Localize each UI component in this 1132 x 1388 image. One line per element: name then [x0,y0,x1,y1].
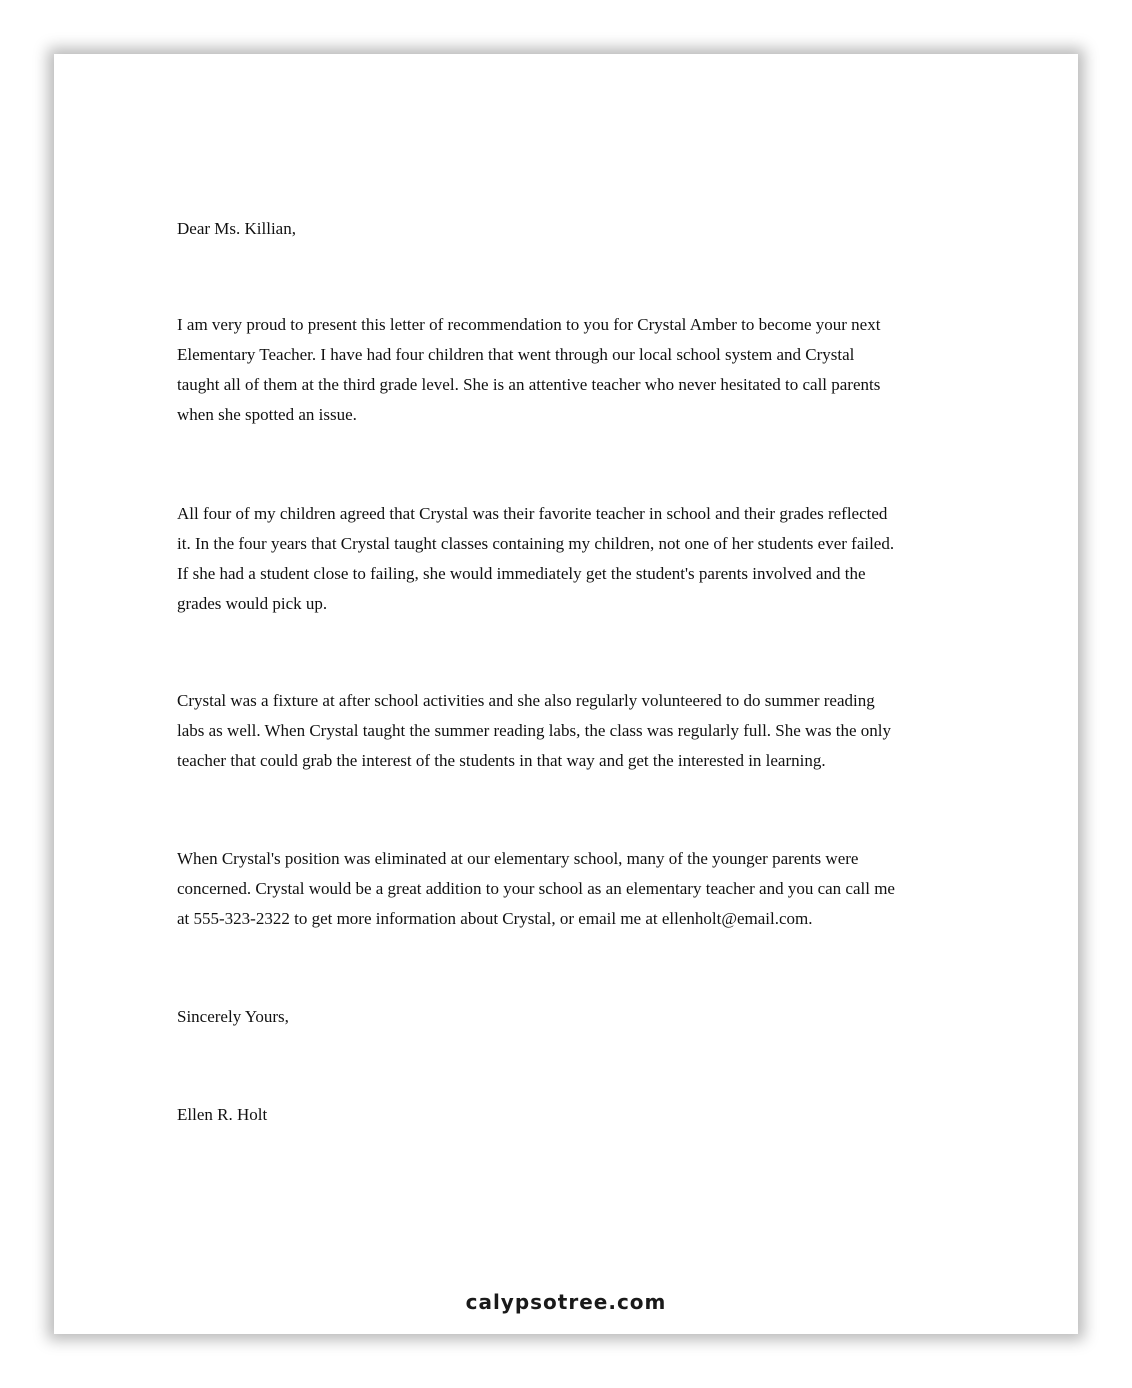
paragraph-line: I am very proud to present this letter of recommendation to you for Crystal Amber to become your next [177,315,881,334]
paragraph-line: If she had a student close to failing, she would immediately get the student's parents involved and the [177,564,866,583]
letter-page [54,54,1078,1334]
paragraph-line: When Crystal's position was eliminated at our elementary school, many of the younger parents were [177,849,859,868]
paragraph-line: at 555-323-2322 to get more information about Crystal, or email me at ellenholt@email.com. [177,909,813,928]
paragraph-2 [177,499,947,619]
paragraph-1 [177,310,947,430]
paragraph-line: teacher that could grab the interest of the students in that way and get the interested in learning. [177,751,826,770]
paragraph-4 [177,844,947,934]
paragraph-line: when she spotted an issue. [177,405,357,424]
paragraph-line: Crystal was a fixture at after school activities and she also regularly volunteered to do summer reading [177,691,875,710]
paragraph-line: labs as well. When Crystal taught the summer reading labs, the class was regularly full. She was the only [177,721,891,740]
paragraph-line: it. In the four years that Crystal taught classes containing my children, not one of her students ever failed. [177,534,895,553]
signature-name: Ellen R. Holt [177,1105,268,1124]
paragraph-line: All four of my children agreed that Crystal was their favorite teacher in school and their grades reflected [177,504,888,523]
paragraph-line: taught all of them at the third grade level. She is an attentive teacher who never hesitated to call parents [177,375,881,394]
paragraph-line: grades would pick up. [177,594,328,613]
site-watermark: calypsotree.com [465,1290,667,1314]
paragraph-line: Elementary Teacher. I have had four children that went through our local school system and Crystal [177,345,855,364]
paragraph-line: concerned. Crystal would be a great addition to your school as an elementary teacher and you can call me [177,879,895,898]
closing: Sincerely Yours, [177,1007,289,1026]
salutation: Dear Ms. Killian, [177,219,296,238]
paragraph-3 [177,686,947,776]
